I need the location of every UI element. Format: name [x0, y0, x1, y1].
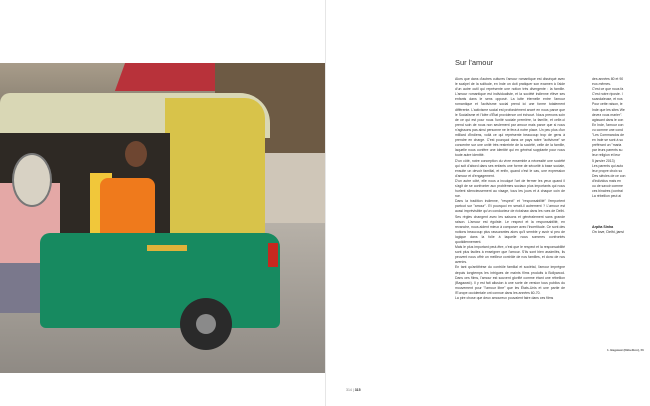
paragraph: D'un autre côté, elle nous a inculqué l'art de fermer les yeux quand il s'agit de se confronter aux problèmes sociaux plus importants qui nous hurlent silencieusement au visage, tous les jours et à chaque coin de rue.: [455, 178, 565, 199]
article-body-column-2: [592, 77, 650, 199]
text-line: ou de savoir comme: [592, 183, 623, 188]
paragraph: La pire chose que deux amoureux pouvaient faire dans ces films: [455, 296, 554, 301]
text-line: scandaleuse, et nos: [592, 97, 623, 102]
text-line: en Inde se sont à so: [592, 138, 623, 143]
text-line: devez vous marier".: [592, 112, 623, 117]
text-line: La rébellion peut ai: [592, 194, 622, 199]
text-line: C'est ce que nous fa: [592, 87, 624, 92]
text-line: eux-mêmes.: [592, 82, 611, 87]
auto-rickshaw-photo: [0, 63, 325, 373]
text-line: vu comme une cond: [592, 127, 623, 132]
page-number-left: 314 |: [346, 388, 354, 392]
page-numbers: [346, 388, 361, 392]
text-line: En Inde, l'amour con: [592, 122, 624, 127]
text-line: "Les Commandos de: [592, 133, 624, 138]
text-line: leur religion et leur: [592, 153, 621, 158]
page-number-right: 315: [354, 388, 361, 392]
paragraph: Dans la tradition indienne, "respect" et "responsabilité" l'emportent partout sur "amour". Et pourquoi en serait-il autrement ? L'amour est aussi imprévisible qu'un conducteur de rickshaw dans les rues de Delhi. Ses règles changent avec les saisons et généralement sans grande raison. L'amour est égoïste. Le respect et la responsabilité, en revanche, nous aident mieux à composer avec l'incertitude. Ce sont des notions beaucoup plus rassurantes alors qu'il semble y avoir si peu de logique dans la folie à laquelle nous sommes confrontés quotidiennement.: [455, 199, 565, 244]
paragraph: Alors que dans d'autres cultures l'amour romantique est disséqué avec le scalpel de la solitude, en Inde on doit pratiquer son examen à l'aide d'un autre outil qui représente une notion très divergente : la famille. L'amour romantique est individualiste, et la société indienne élève ses enfants dans le sens opposé. La lutte éternelle entre l'amour romantique et l'activisme social prend ici une forme totalement différente. L'activisme social est profondément ancré en nous parce que le Socialisme et l'Idée d'État providence ont échoué. Nous prenons soin de ce qui est pour nous l'unité sociale première, la famille, et celle-ci prend soin de nous non seulement par amour mais parce que si nous n'agissons pas ainsi personne ne le fera à notre place. Un peu plus d'un milliard d'Indiens, voilà ce qui représente beaucoup trop de gens à prendre en charge. C'est pourquoi dans ce pays notre "activisme" se concentre sur une unité très restreinte de la société, celle de la famille, laquelle nous confère une identité qui en général supplante pour nous toute autre identité.: [455, 77, 565, 158]
footnote: 1. Bagawat (Rébellion), Ri: [607, 348, 644, 352]
page-gutter: [325, 0, 326, 406]
paragraph: Mais le plus important peut-être, c'est que le respect et la responsabilité sont plus faciles à enseigner que l'amour. S'ils sont bien assimilés, ils peuvent nous offrir un meilleur contrôle de nos familles, et donc de nos avenirs.: [455, 245, 565, 265]
text-line: des années 80 et 90: [592, 77, 624, 81]
text-line: Les parents qui auto: [592, 163, 624, 168]
text-line: leur propre choix so: [592, 168, 623, 173]
author-place-date: On love, Delhi, janvi: [592, 230, 624, 234]
text-line: agissant dans le con: [592, 117, 624, 122]
paragraph: En tant qu'antithèse du contrôle familial et sociétal, l'amour imprègne depuis longtemps les intrigues de maints films produits à Bollywood. Dans ces films, l'amour est souvent glorifié comme étant une rébellion (Bagawat¹). Il y est fait allusion à une sorte de version tous publics du mouvement pour "l'amour libre" que les États-Unis et une partie de l'Europe occidentale ont connue dans les années 60-70.: [455, 265, 565, 295]
text-line: Inde que les sites We: [592, 107, 625, 112]
article-title: Sur l'amour: [455, 58, 494, 67]
text-line: Des siècles de ce con: [592, 173, 626, 178]
text-line: préférant un "maria: [592, 143, 622, 148]
text-line: 5 janvier 2013): [592, 158, 615, 163]
paragraph: D'un côté, notre conception du vivre ensemble a nécessité une société qui soit d'abord dans ses enfants une forme de sécurité à base sociale, ensuite un devoir familial, et enfin, quand c'est le cas, une expression d'amour et d'engagement.: [455, 158, 565, 178]
text-line: d'individus mais en: [592, 178, 621, 183]
text-line: par leurs parents su: [592, 148, 623, 153]
article-body-column-1: [455, 77, 565, 301]
author-name: Arpita Sinha: [592, 225, 614, 229]
text-line: C'est notre riposte. l: [592, 92, 623, 97]
text-line: ces binaires (contrai: [592, 189, 623, 194]
author-signature: [592, 225, 624, 235]
text-line: Pour cette raison, le: [592, 102, 623, 107]
